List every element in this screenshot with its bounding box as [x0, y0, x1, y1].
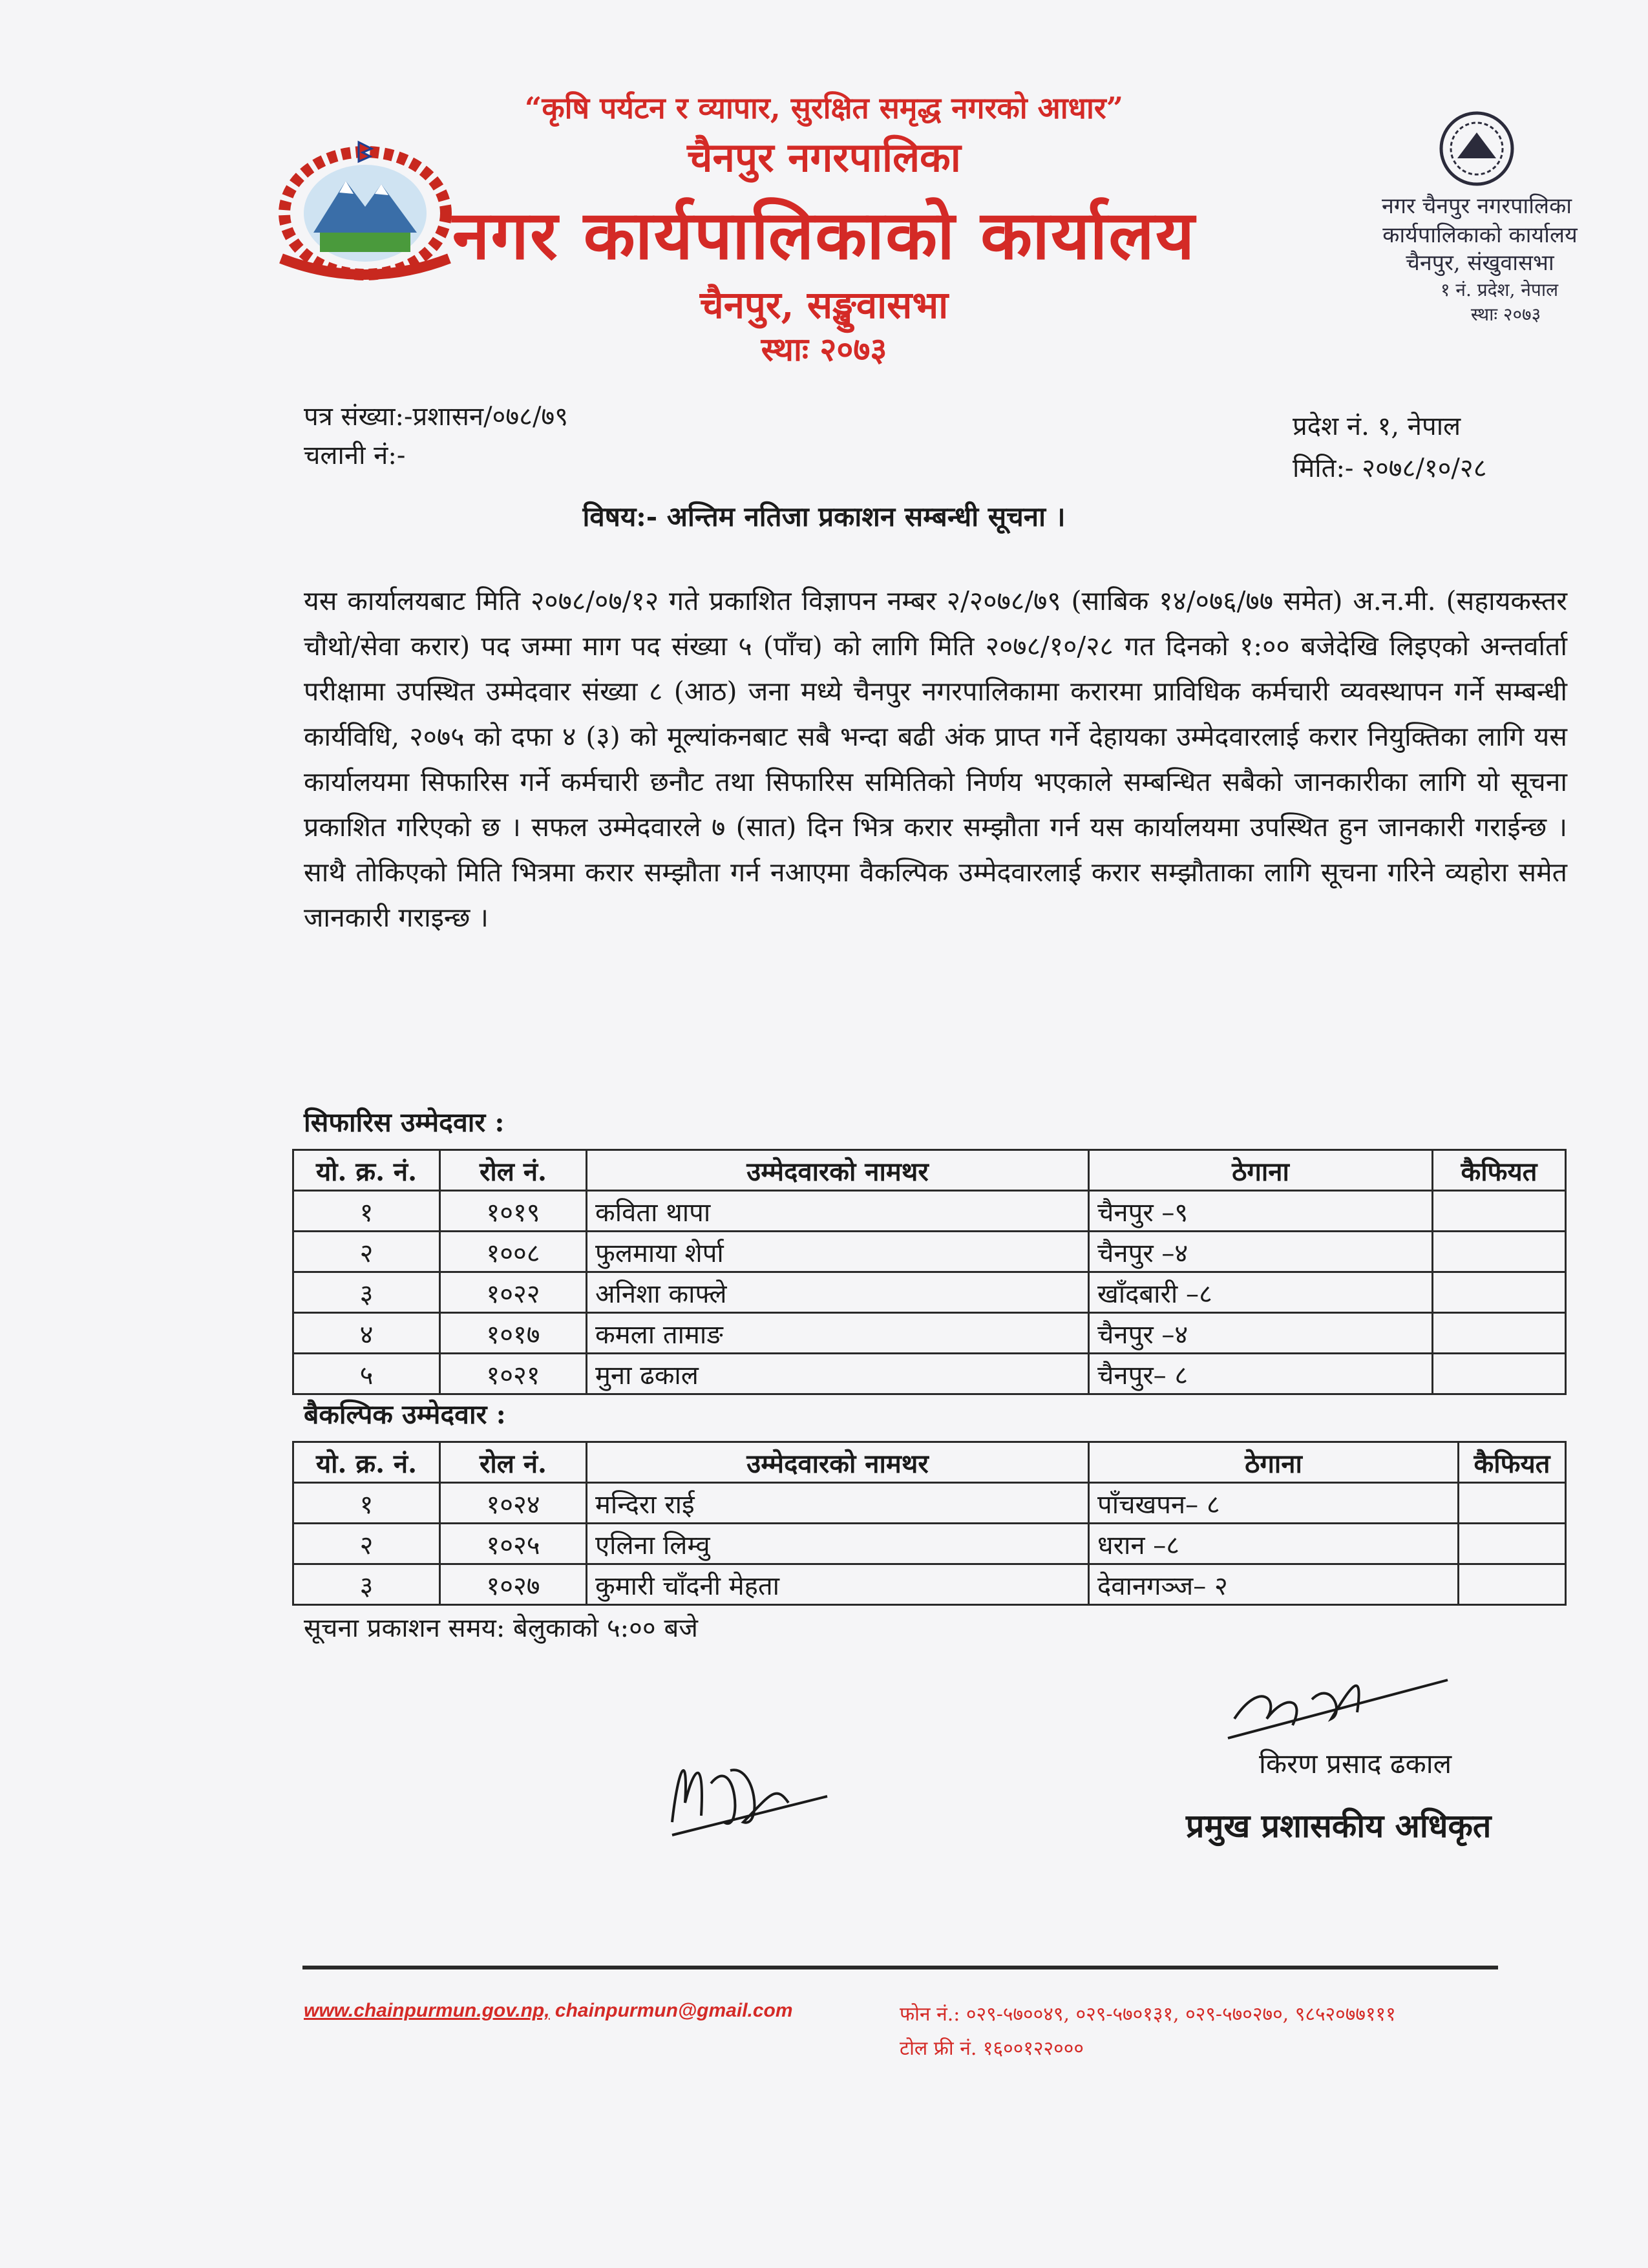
table-row: [293, 1232, 1566, 1272]
cell-remarks: [1459, 1483, 1566, 1524]
cell-serial: २: [293, 1524, 440, 1564]
signatory-title: प्रमुख प्रशासकीय अधिकृत: [1186, 1807, 1492, 1845]
cell-name: मन्दिरा राई: [587, 1483, 1089, 1524]
table-row: [293, 1354, 1566, 1394]
cell-remarks: [1433, 1313, 1566, 1354]
col-address: ठेगाना: [1089, 1150, 1433, 1191]
cell-name: फुलमाया शेर्पा: [587, 1232, 1089, 1272]
cell-name: अनिशा काफ्ले: [587, 1272, 1089, 1313]
cell-remarks: [1433, 1272, 1566, 1313]
alternate-label: बैकल्पिक उम्मेदवार :: [304, 1399, 506, 1430]
cell-name: एलिना लिम्वु: [587, 1524, 1089, 1564]
cell-serial: ५: [293, 1354, 440, 1394]
cell-name: कविता थापा: [587, 1191, 1089, 1232]
recommended-label: सिफारिस उम्मेदवार :: [304, 1107, 505, 1138]
footer-phone: फोन नं.: ०२९-५७००४९, ०२९-५७०१३१, ०२९-५७०२७०, ९८५२०७७१११: [900, 2003, 1396, 2026]
seal-line1: नगर चैनपुर नगरपालिका: [1381, 193, 1572, 219]
cell-address: चैनपुर– ८: [1089, 1354, 1433, 1394]
footer-divider: [302, 1966, 1498, 1969]
office-address: चैनपुर, सङ्खुवासभा: [699, 283, 949, 327]
col-remarks: कैफियत: [1459, 1442, 1566, 1483]
cell-serial: १: [293, 1191, 440, 1232]
table-row: [293, 1524, 1566, 1564]
publish-time: सूचना प्रकाशन समय: बेलुकाको ५:०० बजे: [304, 1613, 698, 1643]
footer-contact: [304, 2000, 793, 2022]
cell-roll: १०२७: [440, 1564, 587, 1605]
cell-address: खाँदबारी –८: [1089, 1272, 1433, 1313]
cell-serial: २: [293, 1232, 440, 1272]
footer-tollfree: टोल फ्री नं. १६००१२२०००: [900, 2037, 1084, 2060]
cell-roll: १०२५: [440, 1524, 587, 1564]
alternate-table: [292, 1441, 1567, 1606]
notice-body: यस कार्यालयबाट मिति २०७८/०७/१२ गते प्रकाशित विज्ञापन नम्बर २/२०७८/७९ (साबिक १४/०७६/७७ समेत) अ.न.मी. (सहायकस्तर चौथो/सेवा करार) पद जम्मा माग पद संख्या ५ (पाँच) को लागि मिति २०७८/१०/२८ गत दिनको १:०० बजेदेखि लिइएको अन्तर्वार्ता परीक्षामा उपस्थित उम्मेदवार संख्या ८ (आठ) जना मध्ये चैनपुर नगरपालिकामा करारमा प्राविधिक कर्मचारी व्यवस्थापन गर्ने सम्बन्धी कार्यविधि, २०७५ को दफा ४ (३) को मूल्यांकनबाट सबै भन्दा बढी अंक प्राप्त गर्ने देहायका उम्मेदवारलाई करार नियुक्तिका लागि यस कार्यालयमा सिफारिस गर्ने कर्मचारी छनौट तथा सिफारिस समितिको निर्णय भएकाले सम्बन्धित सबैको जानकारीका लागि यो सूचना प्रकाशित गरिएको छ । सफल उम्मेदवारले ७ (सात) दिन भित्र करार सम्झौता गर्न यस कार्यालयमा उपस्थित हुन जानकारी गराईन्छ । साथै तोकिएको मिति भित्रमा करार सम्झौता गर्न नआएमा वैकल्पिक उम्मेदवारलाई करार सम्झौताका लागि सूचना गरिने व्यहोरा समेत जानकारी गराइन्छ ।: [304, 585, 1567, 933]
signatory-signature: [1221, 1641, 1454, 1751]
cell-serial: १: [293, 1483, 440, 1524]
cell-roll: १०२२: [440, 1272, 587, 1313]
dispatch-number: चलानी नं:-: [304, 441, 406, 470]
cell-roll: १०२४: [440, 1483, 587, 1524]
established-year: स्थाः २०७३: [761, 330, 887, 368]
col-serial: यो. क्र. नं.: [293, 1442, 440, 1483]
cell-address: चैनपुर –४: [1089, 1232, 1433, 1272]
cell-address: पाँचखपन– ८: [1089, 1483, 1459, 1524]
cell-remarks: [1433, 1191, 1566, 1232]
cell-serial: ३: [293, 1564, 440, 1605]
col-serial: यो. क्र. नं.: [293, 1150, 440, 1191]
cell-roll: १०२१: [440, 1354, 587, 1394]
cell-serial: ४: [293, 1313, 440, 1354]
website-link[interactable]: www.chainpurmun.gov.np,: [304, 2000, 550, 2021]
municipality-name: चैनपुर नगरपालिका: [687, 134, 961, 181]
table-row: [293, 1272, 1566, 1313]
header-motto: “कृषि पर्यटन र व्यापार, सुरक्षित समृद्ध नगरको आधार”: [524, 90, 1124, 125]
cell-address: देवानगञ्ज– २: [1089, 1564, 1459, 1605]
cell-address: चैनपुर –९: [1089, 1191, 1433, 1232]
office-name: नगर कार्यपालिकाको कार्यालय: [452, 195, 1196, 275]
province-line: प्रदेश नं. १, नेपाल: [1293, 412, 1461, 441]
table-row: [293, 1564, 1566, 1605]
cell-name: मुना ढकाल: [587, 1354, 1089, 1394]
cell-name: कुमारी चाँदनी मेहता: [587, 1564, 1089, 1605]
cell-address: चैनपुर –४: [1089, 1313, 1433, 1354]
cell-roll: १०१९: [440, 1191, 587, 1232]
subject-line: विषय:- अन्तिम नतिजा प्रकाशन सम्बन्धी सूचना ।: [582, 501, 1066, 532]
col-roll: रोल नं.: [440, 1442, 587, 1483]
col-name: उम्मेदवारको नामथर: [587, 1150, 1089, 1191]
seal-line3: चैनपुर, संखुवासभा: [1406, 250, 1554, 276]
cell-remarks: [1433, 1354, 1566, 1394]
letter-number: पत्र संख्या:-प्रशासन/०७८/७९: [304, 402, 569, 432]
letter-date: मिति:- २०७८/१०/२८: [1293, 454, 1487, 483]
cell-remarks: [1459, 1524, 1566, 1564]
col-remarks: कैफियत: [1433, 1150, 1566, 1191]
table-header-row: [293, 1442, 1566, 1483]
col-name: उम्मेदवारको नामथर: [587, 1442, 1089, 1483]
recommended-table: [292, 1149, 1567, 1395]
col-address: ठेगाना: [1089, 1442, 1459, 1483]
table-row: [293, 1191, 1566, 1232]
cell-address: धरान –८: [1089, 1524, 1459, 1564]
cell-roll: १००८: [440, 1232, 587, 1272]
cell-remarks: [1433, 1232, 1566, 1272]
witness-signature: [659, 1725, 840, 1848]
cell-roll: १०१७: [440, 1313, 587, 1354]
seal-line2: कार्यपालिकाको कार्यालय: [1382, 222, 1578, 248]
table-row: [293, 1313, 1566, 1354]
col-roll: रोल नं.: [440, 1150, 587, 1191]
table-row: [293, 1483, 1566, 1524]
table-header-row: [293, 1150, 1566, 1191]
signatory-name: किरण प्रसाद ढकाल: [1259, 1748, 1452, 1780]
cell-name: कमला तामाङ: [587, 1313, 1089, 1354]
email-link[interactable]: chainpurmun@gmail.com: [555, 2000, 793, 2021]
seal-line5: स्थाः २०७३: [1470, 304, 1541, 325]
seal-line4: १ नं. प्रदेश, नेपाल: [1440, 279, 1559, 300]
cell-serial: ३: [293, 1272, 440, 1313]
cell-remarks: [1459, 1564, 1566, 1605]
